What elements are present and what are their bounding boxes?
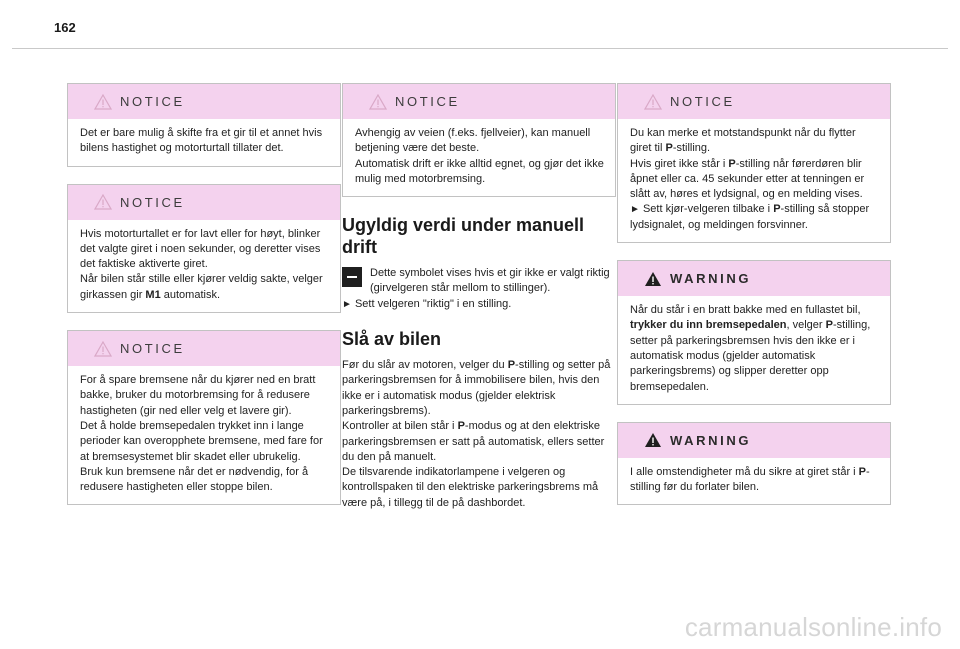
section-title-switch-off: Slå av bilen — [342, 329, 442, 350]
notice-triangle-icon — [94, 341, 112, 357]
notice-box — [67, 83, 341, 167]
notice-text — [68, 220, 340, 312]
notice-triangle-icon — [94, 194, 112, 210]
notice-text — [68, 119, 340, 166]
watermark[interactable]: carmanualsonline.info — [684, 612, 942, 642]
notice-box — [617, 83, 891, 243]
text-run: -stilling så stopper lydsignalet, og meldingen forsvinner. — [630, 203, 870, 231]
text-run: -stilling når førerdøren blir åpnet eller ca. 45 sekunder etter at tenningen er slått av, høres et lydsignal, og en melding vises. — [630, 157, 865, 201]
warning-text — [618, 458, 890, 505]
warning-box — [617, 260, 891, 405]
gear-p-label: P — [858, 465, 867, 478]
invalid-value-section — [342, 266, 616, 312]
invalid-value-step — [342, 297, 616, 312]
text-run: Før du slår av motoren, velger du — [342, 359, 508, 372]
notice-paragraph — [630, 126, 880, 157]
switch-off-section — [342, 358, 616, 511]
step-arrow-icon: ► — [342, 298, 352, 310]
column-middle — [342, 83, 616, 511]
notice-text-1: Det er bare mulig å skifte fra et gir til et annet hvis bilens hastighet og motorturtall tillater det. — [80, 127, 323, 155]
warning-header — [618, 261, 890, 296]
warning-title: WARNING — [670, 432, 752, 448]
notice-title: NOTICE — [395, 94, 460, 109]
notice-box — [67, 184, 341, 313]
warning-triangle-icon — [644, 271, 662, 287]
warning-text — [618, 296, 890, 404]
warning-box — [617, 422, 891, 506]
header-divider — [12, 48, 948, 49]
switch-off-paragraph: De tilsvarende indikatorlampene i velgeren og kontrollspaken til den elektriske parkeringsbrems må være på, i tillegg til de på dashbordet. — [342, 466, 599, 509]
notice-text — [343, 119, 615, 196]
text-run: Du kan merke et motstandspunkt når du flytter giret til — [630, 127, 856, 155]
column-left — [67, 83, 341, 522]
notice-header — [68, 331, 340, 366]
notice-box — [67, 330, 341, 505]
gear-p-label: P — [825, 319, 833, 332]
text-run: -stilling før du forlater bilen. — [630, 465, 870, 494]
notice-text — [618, 119, 890, 242]
gear-p-label: P — [507, 359, 516, 372]
warning-header — [618, 423, 890, 458]
text-run: Når du står i en bratt bakke med en fullastet bil, — [630, 304, 861, 317]
notice-header — [618, 84, 890, 119]
warning-triangle-icon — [644, 432, 662, 448]
text-run: , velger — [786, 319, 826, 332]
text-run: Når bilen står stille eller kjører veldig sakte, velger girkassen gir — [80, 273, 323, 301]
text-run: -stilling, setter på parkeringsbremsen hvis den ikke er i automatisk modus (gjelder automatisk parkeringsbrems) og slipper deretter opp bremsepedalen. — [630, 319, 871, 393]
notice-paragraph — [630, 202, 880, 233]
step-arrow-icon: ► — [630, 204, 640, 216]
text-run: -stilling og setter på parkeringsbremsen for å immobilisere bilen, hvis den ikke er i automatisk modus (gjelder elektrisk parkeringsbrems). — [342, 359, 611, 417]
section-title-invalid-value: Ugyldig verdi under manuell drift — [342, 215, 585, 258]
column-right — [617, 83, 891, 522]
gear-p-label: P — [665, 142, 673, 155]
notice-paragraph — [80, 272, 330, 303]
switch-off-paragraph — [342, 358, 616, 419]
notice-title: NOTICE — [120, 194, 185, 210]
gear-p-label: P — [773, 203, 781, 216]
notice-paragraph: Det å holde bremsepedalen trykket inn i lange perioder kan overopphete bremsene, med fare for at bremsesystemet blir skadet eller ubrukelig. — [80, 419, 323, 463]
notice-paragraph: For å spare bremsene når du kjører ned en bratt bakke, bruker du motorbremsing for å redusere hastigheten (gir ned eller velg et lavere gir). — [80, 374, 316, 417]
emphasis-text: trykker du inn bremsepedalen — [630, 319, 787, 332]
text-run: Hvis giret ikke står i — [630, 157, 729, 170]
notice-title: NOTICE — [670, 94, 735, 109]
notice-triangle-icon — [644, 94, 662, 110]
text-run: -modus og at den elektriske parkeringsbremsen er satt på automatisk, ellers setter du den på manuelt. — [342, 420, 605, 463]
gear-p-label: P — [728, 157, 736, 170]
text-run: automatisk. — [160, 288, 221, 301]
notice-paragraph: Hvis motorturtallet er for lavt eller for høyt, blinker det valgte giret i noen sekunder, og deretter vises det faktiske aktiverte giret. — [80, 227, 321, 271]
gear-m1-label: M1 — [145, 288, 161, 301]
notice-header — [68, 84, 340, 119]
notice-paragraph: Avhengig av veien (f.eks. fjellveier), kan manuell betjening være det beste. — [355, 127, 591, 155]
notice-triangle-icon — [94, 94, 112, 110]
step-text: Sett velgeren "riktig" i en stilling. — [354, 297, 512, 310]
text-run: I alle omstendigheter må du sikre at giret står i — [630, 465, 859, 478]
notice-paragraph: Bruk kun bremsene når det er nødvendig, for å redusere hastigheten eller stoppe bilen. — [80, 465, 309, 494]
notice-box — [342, 83, 616, 197]
notice-paragraph — [630, 157, 880, 203]
notice-text — [68, 366, 340, 504]
gear-p-label: P — [457, 420, 465, 433]
invalid-value-text: Dette symbolet vises hvis et gir ikke er valgt riktig (girvelgeren står mellom to stillinger). — [370, 267, 610, 295]
notice-title: NOTICE — [120, 94, 185, 109]
notice-paragraph: Automatisk drift er ikke alltid egnet, og gjør det ikke mulig med motorbremsing. — [355, 157, 604, 185]
notice-header — [343, 84, 615, 119]
text-run: -stilling. — [672, 142, 711, 155]
page-number: 162 — [54, 20, 76, 35]
notice-title: NOTICE — [120, 341, 185, 357]
notice-header — [68, 185, 340, 220]
text-run: Sett kjør-velgeren tilbake i — [639, 203, 774, 216]
notice-triangle-icon — [369, 94, 387, 110]
switch-off-paragraph — [342, 419, 616, 465]
warning-title: WARNING — [670, 271, 752, 287]
invalid-gear-symbol-icon — [342, 267, 362, 287]
text-run: Kontroller at bilen står i — [342, 420, 458, 433]
